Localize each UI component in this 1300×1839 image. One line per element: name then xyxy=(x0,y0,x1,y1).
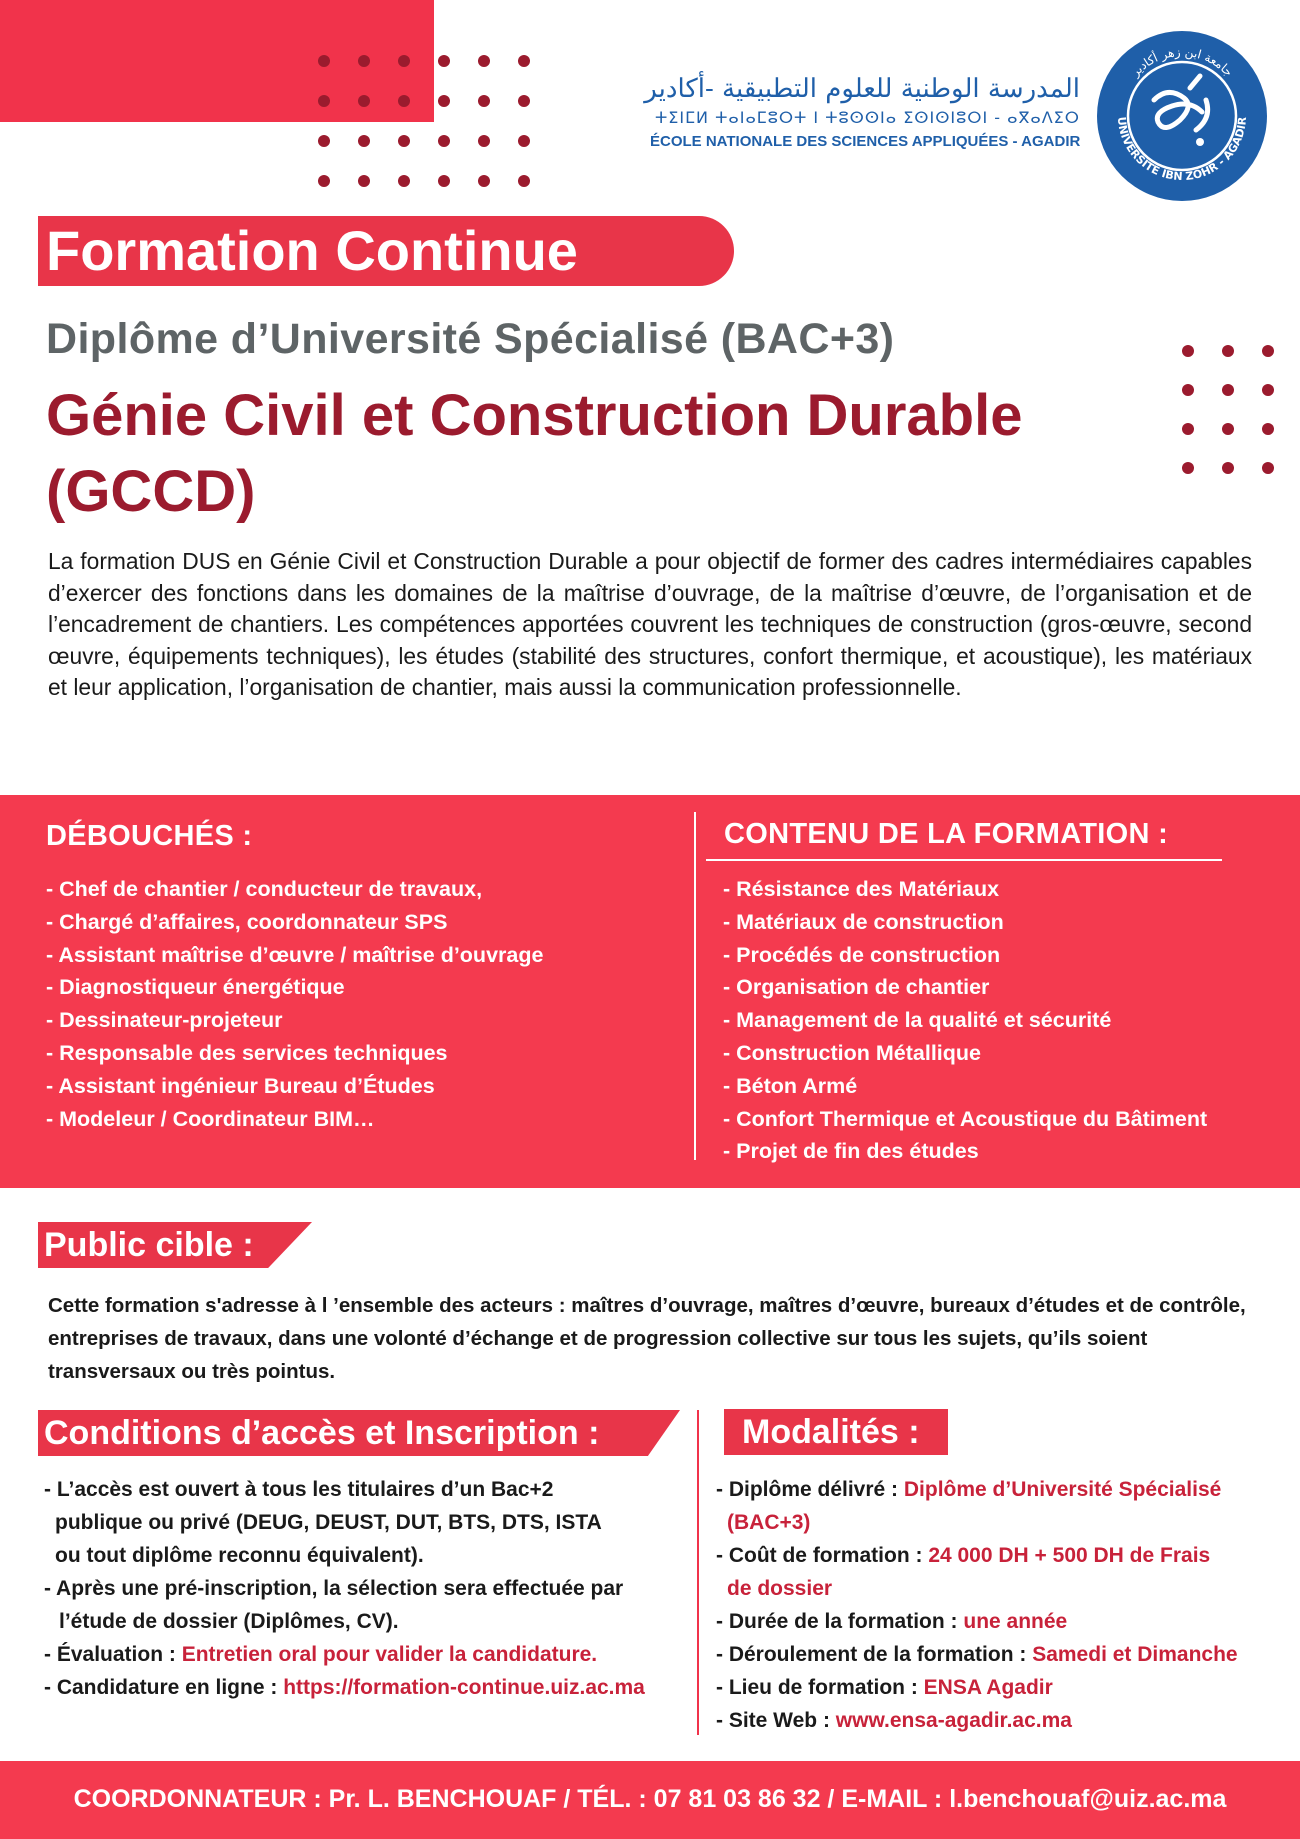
website-link[interactable]: www.ensa-agadir.ac.ma xyxy=(835,1709,1072,1732)
duree-value: une année xyxy=(963,1610,1068,1633)
list-item: - Diagnostiqueur énergétique xyxy=(46,975,345,1000)
list-item: - Matériaux de construction xyxy=(723,909,1004,934)
cout-value: 24 000 DH + 500 DH de Frais xyxy=(928,1544,1211,1567)
evaluation-value: Entretien oral pour valider la candidature. xyxy=(181,1643,598,1666)
program-title: Génie Civil et Construction Durable (GCCD) xyxy=(46,383,1023,524)
list-item: - Procédés de construction xyxy=(723,942,1001,967)
section-divider xyxy=(697,1410,699,1735)
conditions-list xyxy=(44,1473,684,1704)
conditions-line: - Après une pré-inscription, la sélection sera effectuée par xyxy=(44,1577,624,1600)
conditions-line: publique ou privé (DEUG, DEUST, DUT, BTS, DTS, ISTA xyxy=(55,1511,602,1534)
evaluation-label: - Évaluation : xyxy=(44,1643,182,1666)
conditions-line: - L’accès est ouvert à tous les titulaires d’un Bac+2 xyxy=(44,1478,554,1501)
lieu-label: - Lieu de formation : xyxy=(716,1676,924,1699)
candidature-line xyxy=(44,1671,684,1704)
cout-value-cont: de dossier xyxy=(727,1577,833,1600)
cout-line xyxy=(716,1539,1286,1572)
list-item: - Management de la qualité et sécurité xyxy=(723,1008,1112,1033)
list-item: - Béton Armé xyxy=(723,1073,858,1098)
candidature-label: - Candidature en ligne : xyxy=(44,1676,284,1699)
list-item: - Modeleur / Coordinateur BIM… xyxy=(46,1106,375,1131)
list-item: - Projet de fin des études xyxy=(723,1139,979,1164)
modalites-list xyxy=(716,1473,1286,1737)
conditions-line: l’étude de dossier (Diplômes, CV). xyxy=(59,1610,399,1633)
diploma-subtitle: Diplôme d’Université Spécialisé (BAC+3) xyxy=(46,315,895,363)
cout-label: - Coût de formation : xyxy=(716,1544,929,1567)
university-seal-logo xyxy=(1096,30,1268,202)
public-paragraph: Cette formation s'adresse à l ’ensemble des acteurs : maîtres d’ouvrage, maîtres d’œuvre, bureaux d’études et de contrôle, entreprises de travaux, dans une volonté d’échange et de progression collective sur tous les sujets, qu’ils soient transversaux ou très pointus. xyxy=(48,1294,1246,1383)
seal-arabic-text: جامعة ابن زهر أكادير xyxy=(1128,44,1236,80)
contenu-list xyxy=(723,873,1207,1168)
list-item: - Chef de chantier / conducteur de travaux, xyxy=(46,877,483,901)
debouches-list xyxy=(46,873,543,1135)
lieu-line xyxy=(716,1671,1286,1704)
list-item: - Confort Thermique et Acoustique du Bâtiment xyxy=(723,1106,1208,1131)
coordinator-contact: COORDONNATEUR : Pr. L. BENCHOUAF / TÉL. : 07 81 03 86 32 / E-MAIL : l.benchouaf@uiz.ac.ma xyxy=(73,1785,1227,1813)
list-item: - Assistant ingénieur Bureau d’Études xyxy=(46,1073,435,1098)
school-header xyxy=(644,72,1081,154)
decor-dot-grid-top xyxy=(318,55,530,187)
diplome-label: - Diplôme délivré : xyxy=(716,1478,904,1501)
school-name-arabic: المدرسة الوطنية للعلوم التطبيقية -أكادير xyxy=(644,74,1080,104)
website-line xyxy=(716,1704,1286,1737)
list-item: - Construction Métallique xyxy=(723,1040,981,1065)
duree-label: - Durée de la formation : xyxy=(716,1610,964,1633)
diplome-value: Diplôme d’Université Spécialisé xyxy=(903,1478,1222,1501)
panel-divider xyxy=(694,812,696,1160)
contenu-heading-rule xyxy=(706,859,1222,861)
list-item: - Organisation de chantier xyxy=(723,975,990,1000)
intro-paragraph: La formation DUS en Génie Civil et Construction Durable a pour objectif de former des cadres intermédiaires capables d’exercer des fonctions dans les domaines de la maîtrise d’ouvrage, de la maîtrise d’œuvre, de l’organisation et de l’encadrement de chantiers. Les compétences apportées couvrent les techniques de construction (gros-œuvre, second œuvre, équipements techniques), les études (stabilité des structures, confort thermique, et acoustique), les matériaux et leur application, l’organisation de chantier, mais aussi la communication professionnelle. xyxy=(48,548,1252,701)
debouches-heading: DÉBOUCHÉS : xyxy=(46,820,253,852)
evaluation-line xyxy=(44,1638,684,1671)
list-item: - Assistant maîtrise d’œuvre / maîtrise d’ouvrage xyxy=(46,942,544,967)
banner-title: Formation Continue xyxy=(46,219,578,282)
diplome-line xyxy=(716,1473,1286,1506)
deroulement-line xyxy=(716,1638,1286,1671)
list-item: - Responsable des services techniques xyxy=(46,1040,448,1065)
school-name-tifinagh: ⵜⵉⵏⵎⵍ ⵜⴰⵏⴰⵎⵓⵔⵜ ⵏ ⵜⵓⵙⵙⵏⴰ ⵉⵙⵏⵙⵏⵓⵔⵏ - ⴰⴳⴰⴷⵉⵔ xyxy=(655,108,1080,127)
conditions-heading: Conditions d’accès et Inscription : xyxy=(44,1414,600,1452)
school-name-french: ÉCOLE NATIONALE DES SCIENCES APPLIQUÉES - AGADIR xyxy=(650,133,1081,150)
duree-line xyxy=(716,1605,1286,1638)
deroulement-label: - Déroulement de la formation : xyxy=(716,1643,1033,1666)
website-label: - Site Web : xyxy=(716,1709,836,1732)
lieu-value: ENSA Agadir xyxy=(923,1676,1053,1699)
deroulement-value: Samedi et Dimanche xyxy=(1032,1643,1238,1666)
conditions-line: ou tout diplôme reconnu équivalent). xyxy=(55,1544,424,1567)
contenu-heading: CONTENU DE LA FORMATION : xyxy=(724,818,1169,850)
diplome-value-cont: (BAC+3) xyxy=(727,1511,811,1534)
public-heading: Public cible : xyxy=(44,1226,254,1264)
list-item: - Chargé d’affaires, coordonnateur SPS xyxy=(46,909,448,934)
list-item: - Résistance des Matériaux xyxy=(723,877,1000,901)
modalites-heading: Modalités : xyxy=(742,1413,920,1451)
list-item: - Dessinateur-projeteur xyxy=(46,1008,283,1033)
seal-text: UNIVERSITÉ IBN ZOHR - AGADIR xyxy=(1114,116,1250,184)
candidature-link[interactable]: https://formation-continue.uiz.ac.ma xyxy=(283,1676,645,1699)
decor-dot-grid-right xyxy=(1182,345,1274,474)
